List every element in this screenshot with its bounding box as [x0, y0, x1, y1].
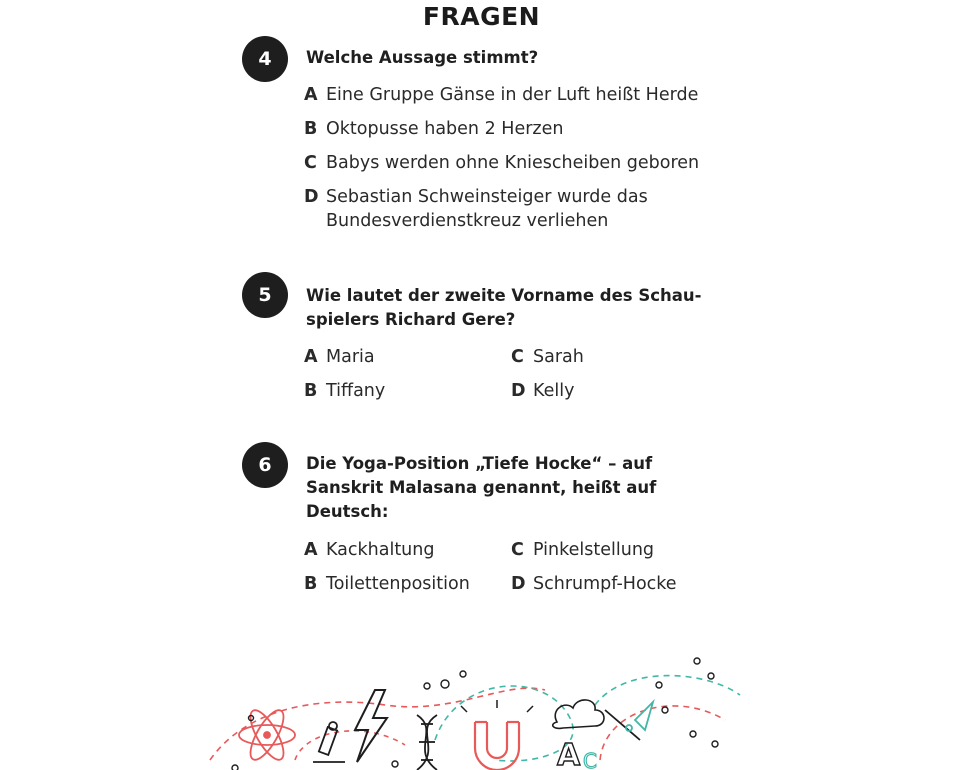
answer-letter: C: [511, 347, 524, 367]
question-6: [242, 442, 722, 602]
answer-letter: A: [304, 347, 318, 367]
magnet-icon: [475, 722, 519, 770]
answer-letter: A: [304, 85, 318, 105]
question-4: [242, 36, 722, 246]
answer-text: Babys werden ohne Kniescheiben geboren: [326, 153, 700, 173]
science-doodle-illustration: [205, 650, 755, 770]
answer-text: Toilettenposition: [326, 574, 470, 594]
atom-icon: [239, 706, 295, 764]
answer-text: Oktopusse haben 2 Herzen: [326, 119, 564, 139]
answer-letter: D: [511, 574, 526, 594]
question-number-badge: 4: [242, 36, 288, 82]
microscope-icon: [313, 722, 345, 762]
answer-text: Eine Gruppe Gänse in der Luft heißt Herde: [326, 85, 699, 105]
abc-blocks-icon: [557, 738, 597, 770]
answer-text: Pinkelstellung: [533, 540, 655, 560]
question-text-line: Sanskrit Malasana genannt, heißt auf: [306, 478, 657, 497]
dashed-blob-outline: [595, 676, 740, 705]
question-text: [306, 284, 706, 332]
svg-text:A: A: [557, 738, 581, 770]
answer-option-d[interactable]: [511, 572, 677, 596]
answer-text: Kackhaltung: [326, 540, 435, 560]
question-5: [242, 272, 722, 412]
answer-option-c[interactable]: [511, 345, 584, 369]
question-text: Welche Aussage stimmt?: [306, 48, 539, 67]
question-text-line: Deutsch:: [306, 502, 389, 521]
answer-option-a[interactable]: [304, 345, 375, 369]
answer-option-b[interactable]: [304, 572, 470, 596]
answer-letter: A: [304, 540, 318, 560]
page-title: FRAGEN: [422, 2, 541, 31]
question-text-line: Wie lautet der zweite Vorname des Schau-: [306, 286, 702, 305]
answer-letter: B: [304, 119, 318, 139]
dashed-blob-outline: [295, 731, 405, 760]
magnet-spark-icon: [461, 700, 533, 712]
answer-letter: D: [304, 187, 319, 207]
answer-text: [326, 185, 648, 233]
answer-text: Sarah: [533, 347, 584, 367]
dna-icon: [417, 715, 437, 770]
answer-text: Kelly: [533, 381, 575, 401]
answer-option-b[interactable]: [304, 117, 563, 141]
lightning-bolt-icon: [355, 690, 387, 762]
question-text: [306, 452, 706, 524]
question-text-line: spielers Richard Gere?: [306, 310, 516, 329]
question-number-badge: 5: [242, 272, 288, 318]
answer-option-a[interactable]: [304, 538, 434, 562]
dashed-blob-outline: [435, 686, 573, 761]
answer-letter: B: [304, 574, 318, 594]
answer-option-c[interactable]: [511, 538, 654, 562]
question-text-line: Die Yoga-Position „Tiefe Hocke“ – auf: [306, 454, 653, 473]
answer-letter: D: [511, 381, 526, 401]
answer-letter: C: [511, 540, 524, 560]
answer-option-a[interactable]: [304, 83, 698, 107]
answer-text-line: Sebastian Schweinsteiger wurde das: [326, 187, 648, 207]
answer-option-d[interactable]: [511, 379, 574, 403]
answer-text: Schrumpf-Hocke: [533, 574, 677, 594]
question-number-badge: 6: [242, 442, 288, 488]
rocket-icon: [605, 702, 653, 740]
svg-text:C: C: [583, 749, 597, 770]
answer-option-c[interactable]: [304, 151, 699, 175]
answer-option-d[interactable]: [304, 185, 648, 233]
answer-option-b[interactable]: [304, 379, 385, 403]
dashed-blob-outline: [600, 706, 725, 760]
answer-letter: B: [304, 381, 318, 401]
answer-letter: C: [304, 153, 317, 173]
answer-text: Tiffany: [326, 381, 386, 401]
answer-text: Maria: [326, 347, 375, 367]
dashed-blob-outline: [210, 688, 545, 760]
answer-text-line: Bundesverdienstkreuz verliehen: [326, 211, 609, 231]
